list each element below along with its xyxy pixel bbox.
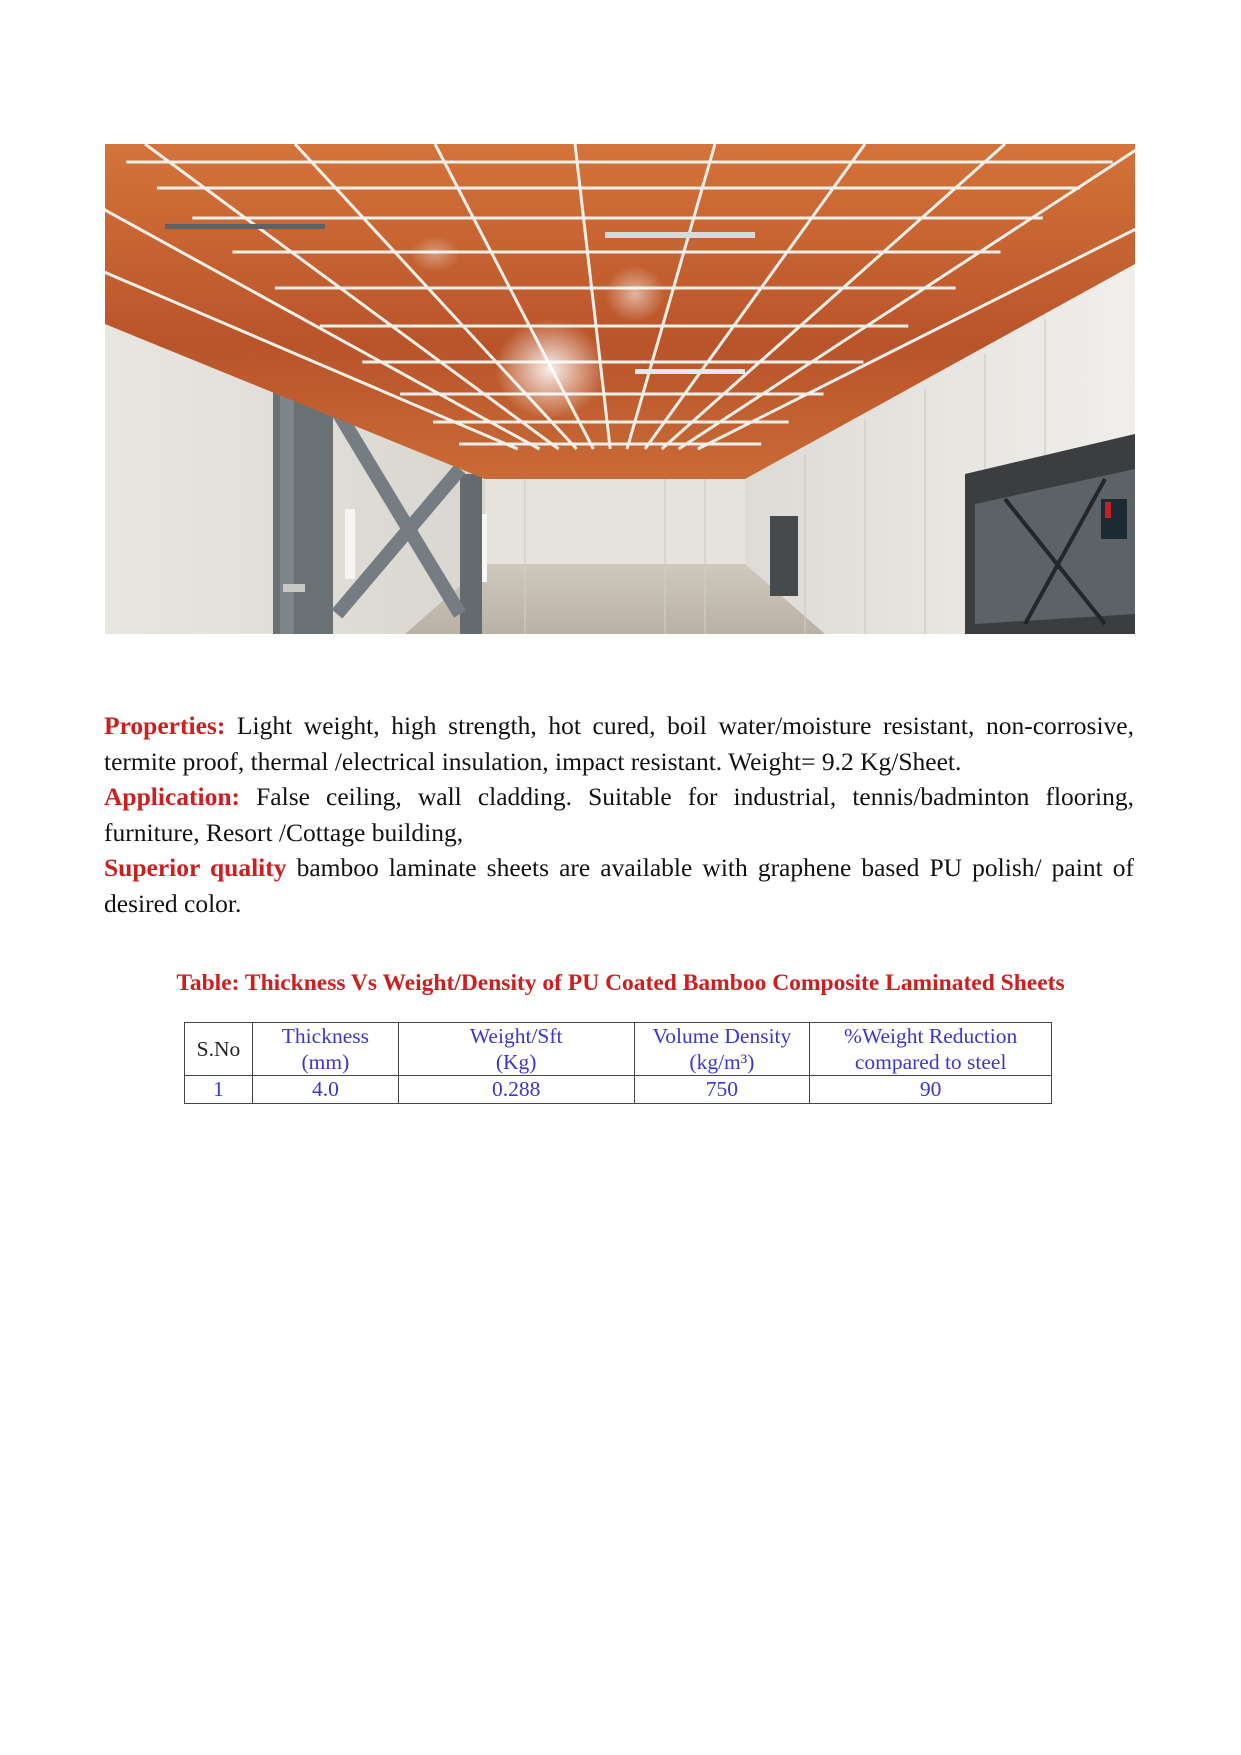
application-label: Application: bbox=[104, 782, 241, 811]
quality-paragraph bbox=[104, 850, 1134, 921]
table-header-row bbox=[185, 1023, 1052, 1076]
header-sno: S.No bbox=[185, 1023, 253, 1076]
quality-text: bamboo laminate sheets are available with graphene based PU polish/ paint of desired color. bbox=[104, 853, 1134, 918]
cell-density: 750 bbox=[634, 1076, 810, 1104]
quality-label: Superior quality bbox=[104, 853, 287, 882]
cell-weight: 0.288 bbox=[398, 1076, 634, 1104]
properties-text: Light weight, high strength, hot cured, boil water/moisture resistant, non-corrosive, termite proof, thermal /electrical insulation, impact resistant. Weight= 9.2 Kg/Sheet. bbox=[104, 711, 1134, 776]
header-thickness: Thickness (mm) bbox=[252, 1023, 398, 1076]
application-paragraph bbox=[104, 779, 1134, 850]
description bbox=[104, 708, 1134, 921]
cell-reduction: 90 bbox=[810, 1076, 1052, 1104]
header-density: Volume Density (kg/m³) bbox=[634, 1023, 810, 1076]
cell-thickness: 4.0 bbox=[252, 1076, 398, 1104]
properties-paragraph bbox=[104, 708, 1134, 779]
spec-table bbox=[184, 1022, 1052, 1104]
properties-label: Properties: bbox=[104, 711, 226, 740]
table-row bbox=[185, 1076, 1052, 1104]
header-weight: Weight/Sft (Kg) bbox=[398, 1023, 634, 1076]
ceiling-photo bbox=[105, 144, 1135, 634]
application-text: False ceiling, wall cladding. Suitable for industrial, tennis/badminton flooring, furniture, Resort /Cottage building, bbox=[104, 782, 1134, 847]
header-reduction: %Weight Reduction compared to steel bbox=[810, 1023, 1052, 1076]
table-title: Table: Thickness Vs Weight/Density of PU Coated Bamboo Composite Laminated Sheets bbox=[176, 970, 1065, 996]
cell-sno: 1 bbox=[185, 1076, 253, 1104]
